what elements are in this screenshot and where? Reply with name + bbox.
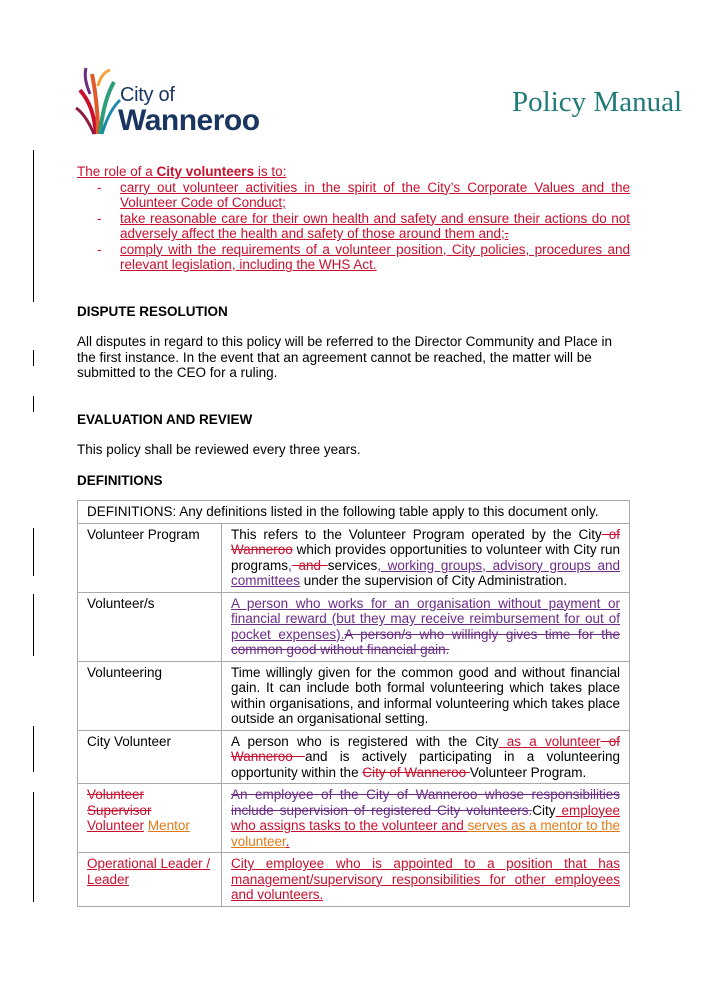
deleted-text: and	[291, 557, 328, 573]
role-item-text: comply with the requirements of a volunteer position, City policies, procedures and relevant legislation, including the WHS Act.	[120, 241, 630, 272]
table-row	[78, 730, 630, 784]
role-intro	[77, 164, 630, 180]
dispute-heading: DISPUTE RESOLUTION	[77, 303, 228, 319]
inserted-text: Mentor	[147, 818, 190, 833]
definition-cell: City employee who is appointed to a position that has management/supervisory responsibilities for other employees and volunteers.	[222, 853, 630, 907]
evaluation-paragraph: This policy shall be reviewed every three years.	[77, 442, 361, 457]
definition-text: Volunteer Program.	[469, 764, 587, 780]
change-bar	[33, 150, 34, 302]
change-bar	[33, 594, 34, 656]
inserted-text: as a volunteer	[498, 733, 601, 749]
change-bar	[33, 528, 34, 576]
deleted-text: Volunteer Supervisor	[87, 787, 152, 818]
definition-cell	[222, 592, 630, 661]
role-list-item	[77, 242, 630, 273]
definition-text: This refers to the Volunteer Program operated by the City	[231, 526, 602, 542]
role-list	[77, 180, 630, 273]
definitions-heading: DEFINITIONS	[77, 472, 163, 488]
term-cell: Operational Leader / Leader	[78, 853, 222, 907]
inserted-text: .	[285, 833, 290, 849]
logo-emblem-icon	[74, 64, 122, 136]
list-dash: -	[97, 210, 102, 226]
change-bar	[33, 726, 34, 772]
dispute-paragraph	[77, 334, 630, 381]
inserted-text: Volunteer	[87, 818, 145, 833]
term-cell: Volunteer/s	[78, 592, 222, 661]
dispute-text: In the event that an agreement cannot be reached, the matter will be submitted to the CEO for a ruling.	[77, 349, 592, 380]
deleted-text: A person/s who willingly gives time for the common good without financial gain.	[231, 626, 620, 657]
table-row	[78, 784, 630, 853]
logo-text-city-of: City of	[120, 84, 175, 106]
dispute-text: All disputes in regard to this policy will be referred to the Director Community and Place in the first instance.	[77, 334, 612, 365]
inserted-text: ,	[288, 557, 292, 573]
deleted-text: City of Wanneroo	[362, 764, 470, 780]
deleted-text: An employee of the City of Wanneroo whose responsibilities include supervision of registered City volunteers.	[231, 787, 620, 818]
table-row	[78, 661, 630, 730]
definition-text: services	[327, 557, 378, 573]
definitions-table	[77, 500, 630, 907]
logo-text-wanneroo: Wanneroo	[118, 104, 260, 137]
policy-manual-title: Policy Manual	[512, 86, 682, 118]
city-logo	[74, 64, 284, 138]
table-row	[78, 592, 630, 661]
role-item-text: carry out volunteer activities in the spirit of the City’s Corporate Values and the Volunteer Code of Conduct;	[120, 179, 630, 210]
change-bar	[33, 396, 34, 412]
definition-text: A person who is registered with the City	[231, 733, 499, 749]
definition-text: City	[532, 802, 556, 818]
inserted-text: , working groups, advisory groups and committees	[231, 557, 621, 588]
definition-cell: Time willingly given for the common good and without financial gain. It can include both formal volunteering which takes place within organisations, and informal volunteering which takes place outside an organisational setting.	[222, 661, 630, 730]
definition-cell	[222, 523, 630, 592]
role-intro-bold: City volunteers	[156, 164, 255, 179]
term-cell	[78, 784, 222, 853]
document-body	[77, 164, 630, 907]
table-row	[78, 501, 630, 524]
definition-text: under the supervision of City Administration.	[300, 573, 568, 588]
term-cell: City Volunteer	[78, 730, 222, 784]
role-list-item	[77, 211, 630, 242]
inserted-text: A person who works for an organisation without payment or financial reward (but they may receive reimbursement for out of pocket expenses).	[231, 595, 620, 642]
change-bar	[33, 350, 34, 366]
role-intro-text: The role of a	[77, 164, 157, 179]
deleted-text: of Wanneroo	[231, 526, 620, 557]
deleted-text: of Wanneroo	[231, 733, 620, 764]
role-list-item	[77, 180, 630, 211]
inserted-text: serves as a mentor to the volunteer	[231, 818, 621, 849]
definition-cell	[222, 784, 630, 853]
table-row	[78, 523, 630, 592]
evaluation-heading: EVALUATION AND REVIEW	[77, 411, 253, 427]
term-cell: Volunteer Program	[78, 523, 222, 592]
definition-text: which provides opportunities to volunteer with City run programs	[231, 542, 620, 573]
table-row	[78, 853, 630, 907]
deleted-text: .	[504, 226, 509, 241]
list-dash: -	[97, 241, 102, 257]
list-dash: -	[97, 179, 102, 195]
definition-cell	[222, 730, 630, 784]
role-item-text: take reasonable care for their own health and safety and ensure their actions do not adversely affect the health and safety of those around them and;	[120, 210, 630, 241]
change-bar	[33, 792, 34, 902]
table-header-cell: DEFINITIONS: Any definitions listed in the following table apply to this document only.	[78, 501, 630, 524]
definition-text: and is actively participating in a volunteering opportunity within the	[231, 749, 620, 780]
term-cell: Volunteering	[78, 661, 222, 730]
inserted-text: employee who assigns tasks to the volunteer and	[231, 802, 620, 833]
role-intro-suffix: is to:	[254, 164, 287, 179]
